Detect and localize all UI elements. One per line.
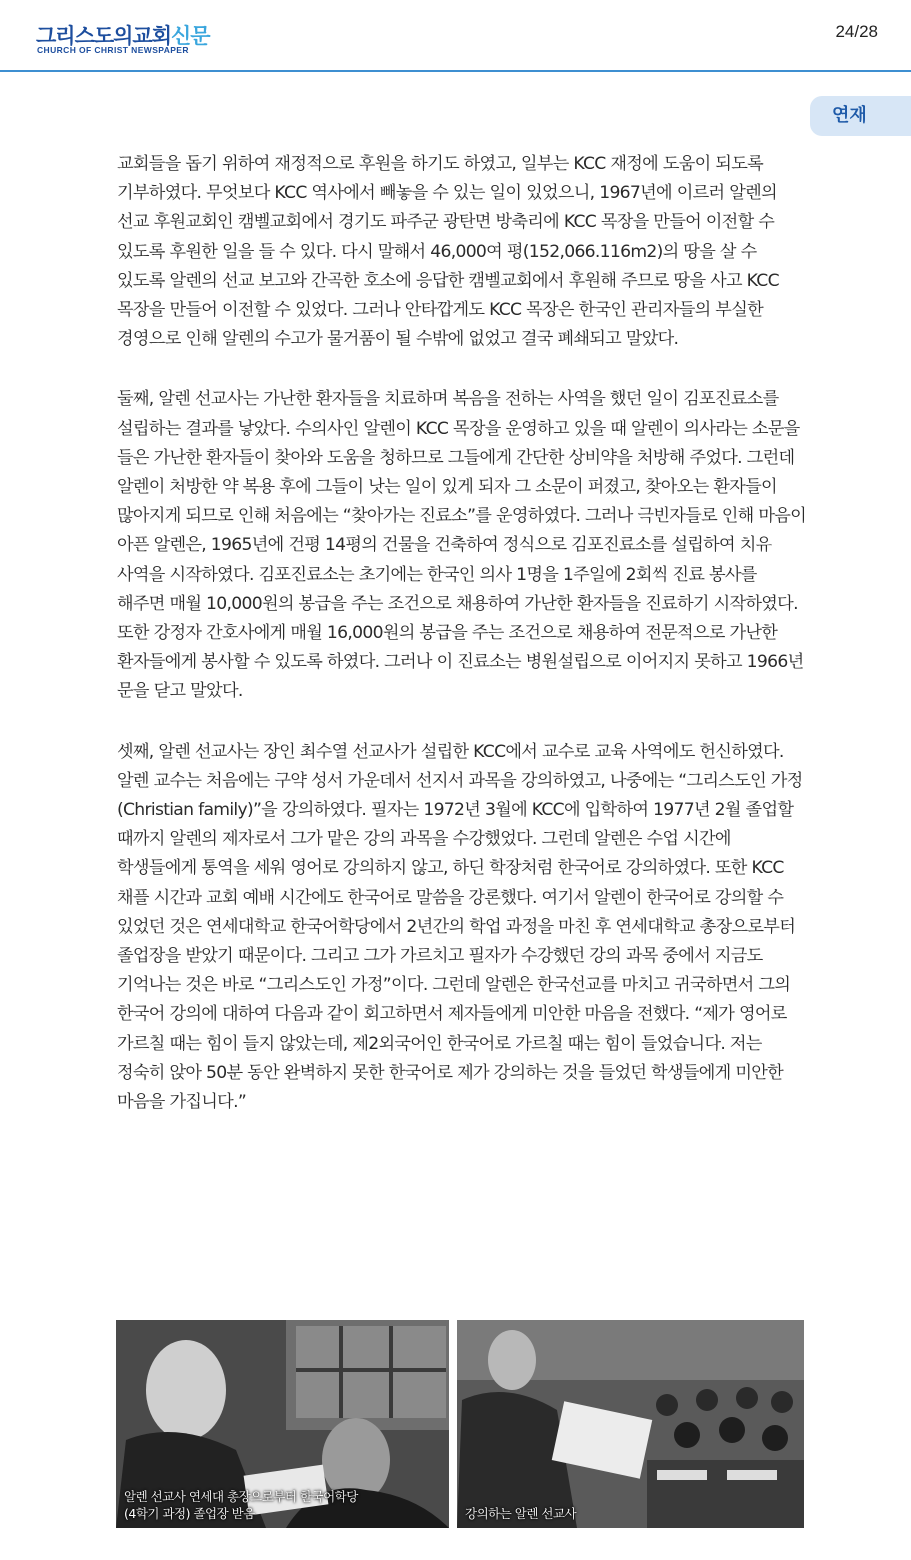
- logo-subtitle: CHURCH OF CHRIST NEWSPAPER: [37, 45, 189, 55]
- photo-caption-line: 알렌 선교사 연세대 총장으로부터 한국어학당: [124, 1489, 358, 1504]
- photo-caption: 강의하는 알렌 선교사: [465, 1506, 577, 1521]
- article-paragraph: 둘째, 알렌 선교사는 가난한 환자들을 치료하며 복음을 전하는 사역을 했던 일이 김포진료소를 설립하는 결과를 낳았다. 수의사인 알렌이 KCC 목장을 운영하고 있을 때 알렌이 의사라는 소문을 들은 가난한 환자들이 찾아와 도움을 청하므로 그들에게 간단한 상비약을 처방해 주었다. 그런데 알렌이 처방한 약 복용 후에 그들이 낫는 일이 있게 되자 그 소문이 퍼졌고, 찾아오는 환자들이 많아지게 되므로 인해 처음에는 “찾아가는 진료소”를 운영하였다. 그러나 극빈자들로 인해 마음이 아픈 알렌은, 1965년에 건평 14평의 건물을 건축하여 정식으로 김포진료소를 설립하여 치유 사역을 시작하였다. 김포진료소는 초기에는 한국인 의사 1명을 1주일에 2회씩 진료 봉사를 해주면 매월 10,000원의 봉급을 주는 조건으로 채용하여 가난한 환자들을 진료하기 시작하였다. 또한 강정자 간호사에게 매월 16,000원의 봉급을 주는 조건으로 채용하여 전문적으로 가난한 환자들에게 봉사할 수 있도록 하였다. 그러나 이 진료소는 병원설립으로 이어지지 못하고 1966년 문을 닫고 말았다.: [117, 389, 807, 702]
- logo-title: 그리스도의교회: [36, 24, 172, 48]
- logo-title-accent: 신문: [171, 24, 210, 48]
- photo-lecture: [457, 1320, 804, 1528]
- photo-diploma-ceremony: [116, 1320, 449, 1528]
- photo-caption-line: (4학기 과정) 졸업장 받음: [124, 1506, 255, 1521]
- section-tag: 연재: [810, 96, 911, 136]
- page-header: [0, 0, 911, 72]
- photo-caption: [124, 1488, 358, 1522]
- article-paragraph: 셋째, 알렌 선교사는 장인 최수열 선교사가 설립한 KCC에서 교수로 교육 사역에도 헌신하였다. 알렌 교수는 처음에는 구약 성서 가운데서 선지서 과목을 강의하였고, 나중에는 “그리스도인 가정(Christian family)”을 강의하였다. 필자는 1972년 3월에 KCC에 입학하여 1977년 2월 졸업할 때까지 알렌의 제자로서 그가 맡은 강의 과목을 수강했었다. 그런데 알렌은 수업 시간에 학생들에게 통역을 세워 영어로 강의하지 않고, 하딘 학장처럼 한국어로 강의하였다. 또한 KCC 채플 시간과 교회 예배 시간에도 한국어로 말씀을 강론했다. 여기서 알렌이 한국어로 강의할 수 있었던 것은 연세대학교 한국어학당에서 2년간의 학업 과정을 마친 후 연세대학교 총장으로부터 졸업장을 받았기 때문이다. 그리고 그가 가르치고 필자가 수강했던 강의 과목 중에서 지금도 기억나는 것은 바로 “그리스도인 가정”이다. 그런데 알렌은 한국선교를 마치고 귀국하면서 그의 한국어 강의에 대하여 다음과 같이 회고하면서 제자들에게 미안한 마음을 전했다. “제가 영어로 가르칠 때는 힘이 들지 않았는데, 제2외국어인 한국어로 가르칠 때는 힘이 들었습니다. 저는 정숙히 앉아 50분 동안 완벽하지 못한 한국어로 제가 강의하는 것을 들었던 학생들에게 미안한 마음을 가집니다.”: [117, 741, 803, 1113]
- article-paragraph: 교회들을 돕기 위하여 재정적으로 후원을 하기도 하였고, 일부는 KCC 재정에 도움이 되도록 기부하였다. 무엇보다 KCC 역사에서 빼놓을 수 있는 일이 있었으니, 1967년에 이르러 알렌의 선교 후원교회인 캠벨교회에서 경기도 파주군 광탄면 방축리에 KCC 목장을 만들어 이전할 수 있도록 후원한 일을 들 수 있다. 다시 말해서 46,000여 평(152,066.116m2)의 땅을 살 수 있도록 알렌의 선교 보고와 간곡한 호소에 응답한 캠벨교회에서 후원해 주므로 땅을 사고 KCC 목장을 만들어 이전할 수 있었다. 그러나 안타깝게도 KCC 목장은 한국인 관리자들의 부실한 경영으로 인해 알렌의 수고가 물거품이 될 수밖에 없었고 결국 폐쇄되고 말았다.: [117, 154, 779, 350]
- article-body: [117, 150, 807, 1148]
- page-number: 24/28: [835, 22, 878, 41]
- photo-image: [457, 1320, 804, 1528]
